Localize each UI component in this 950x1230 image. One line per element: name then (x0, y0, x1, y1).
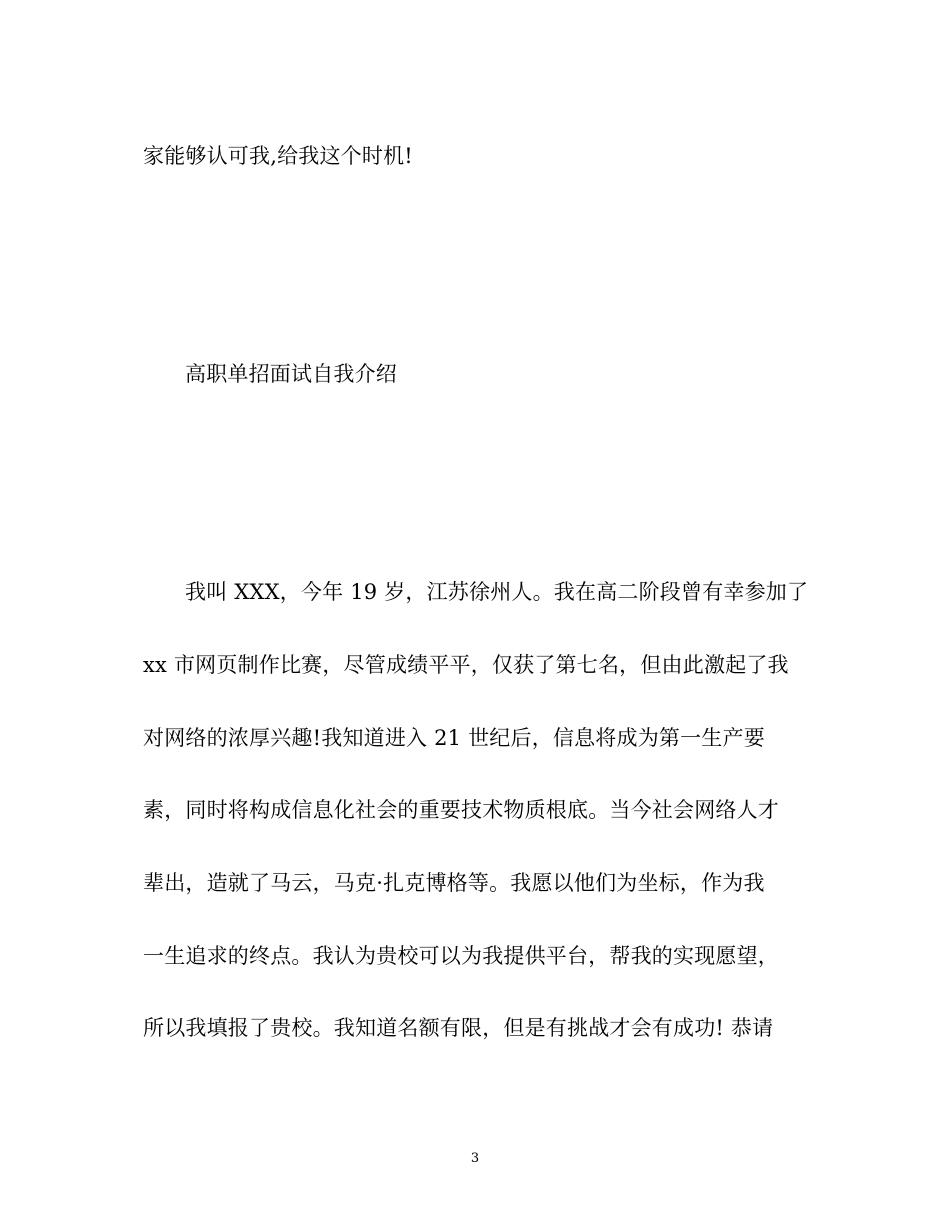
paragraph-line: 对网络的浓厚兴趣!我知道进入 21 世纪后，信息将成为第一生产要 (143, 726, 765, 750)
paragraph-line: 辈出，造就了马云，马克·扎克博格等。我愿以他们为坐标，作为我 (143, 871, 765, 895)
section-title: 高职单招面试自我介绍 (185, 362, 397, 386)
paragraph-line: 所以我填报了贵校。我知道名额有限，但是有挑战才会有成功! 恭请 (143, 1016, 774, 1040)
paragraph-line: xx 市网页制作比赛，尽管成绩平平，仅获了第七名，但由此激起了我 (143, 653, 789, 677)
paragraph-line: 一生追求的终点。我认为贵校可以为我提供平台，帮我的实现愿望， (143, 944, 779, 968)
paragraph-line: 素，同时将构成信息化社会的重要技术物质根底。当今社会网络人才 (143, 798, 779, 822)
continuation-line: 家能够认可我,给我这个时机! (143, 144, 413, 168)
page-number: 3 (470, 1151, 480, 1166)
paragraph-line: 我叫 XXX，今年 19 岁，江苏徐州人。我在高二阶段曾有幸参加了 (185, 580, 809, 604)
